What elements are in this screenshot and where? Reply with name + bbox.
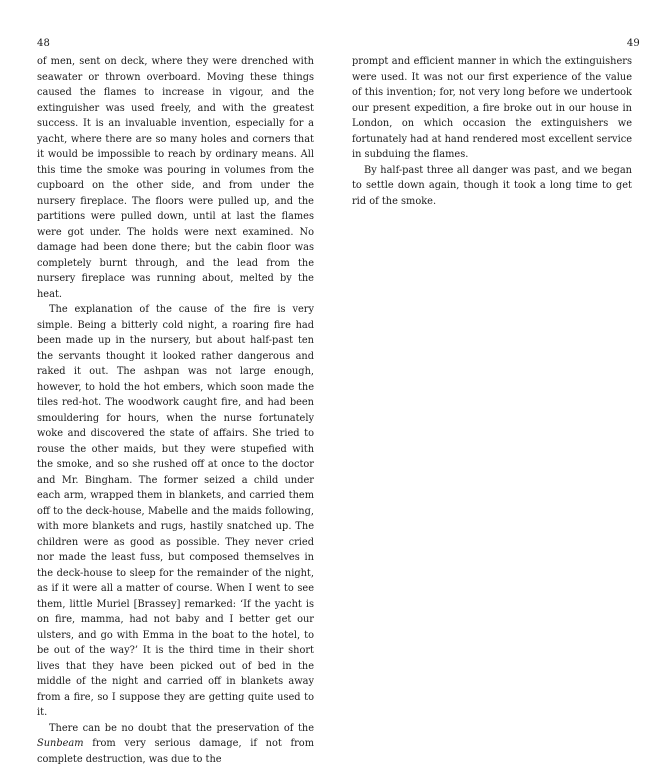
paragraph	[37, 721, 314, 767]
paragraph-text: from very serious damage, if not from complete destruction, was due to the	[37, 738, 314, 765]
page-body	[352, 54, 632, 209]
paragraph: prompt and efficient manner in which the extinguishers were used. It was not our first experience of the value of this invention; for, not very long before we undertook our present expedition, a fire broke out in our house in London, on which occasion the extinguishers we fortunately had at hand rendered most excellent service in subduing the flames.	[352, 54, 632, 163]
left-page	[25, 0, 325, 530]
paragraph: The explanation of the cause of the fire is very simple. Being a bitterly cold night, a roaring fire had been made up in the nursery, but about half-past ten the servants thought it looked rather dangerous and raked it out. The ashpan was not large enough, however, to hold the hot embers, which soon made the tiles red-hot. The woodwork caught fire, and had been smouldering for hours, when the nurse fortunately woke and discovered the state of affairs. She tried to rouse the other maids, but they were stupefied with the smoke, and so she rushed off at once to the doctor and Mr. Bingham. The former seized a child under each arm, wrapped them in blankets, and carried them off to the deck-house, Mabelle and the maids following, with more blankets and rugs, hastily snatched up. The children were as good as possible. They never cried nor made the least fuss, but composed themselves in the deck-house to sleep for the remainder of the night, as if it were all a matter of course. When I went to see them, little Muriel [Brassey] remarked: ‘If the yacht is on fire, mamma, had not baby and I better get our ulsters, and go with Emma in the boat to the hotel, to be out of the way?’ It is the third time in their short lives that they have been picked out of bed in the middle of the night and carried off in blankets away from a fire, so I suppose they are getting quite used to it.	[37, 302, 314, 721]
paragraph: of men, sent on deck, where they were drenched with seawater or thrown overboard. Moving these things caused the flames to increase in vigour, and the extinguisher was used freely, and with the greatest success. It is an invaluable invention, especially for a yacht, where there are so many holes and corners that it would be impossible to reach by ordinary means. All this time the smoke was pouring in volumes from the cupboard on the other side, and from under the nursery fireplace. The floors were pulled up, and the partitions were pulled down, until at last the flames were got under. The holds were next examined. No damage had been done there; but the cabin floor was completely burnt through, and the lead from the nursery fireplace was running about, melted by the heat.	[37, 54, 314, 302]
ship-name: Sunbeam	[37, 738, 84, 749]
right-page	[352, 0, 650, 530]
paragraph-text: There can be no doubt that the preservation of the	[49, 723, 314, 734]
page-number: 48	[37, 38, 50, 50]
page-number: 49	[627, 38, 640, 50]
paragraph: By half-past three all danger was past, and we began to settle down again, though it took a long time to get rid of the smoke.	[352, 163, 632, 210]
page-body	[37, 54, 314, 767]
